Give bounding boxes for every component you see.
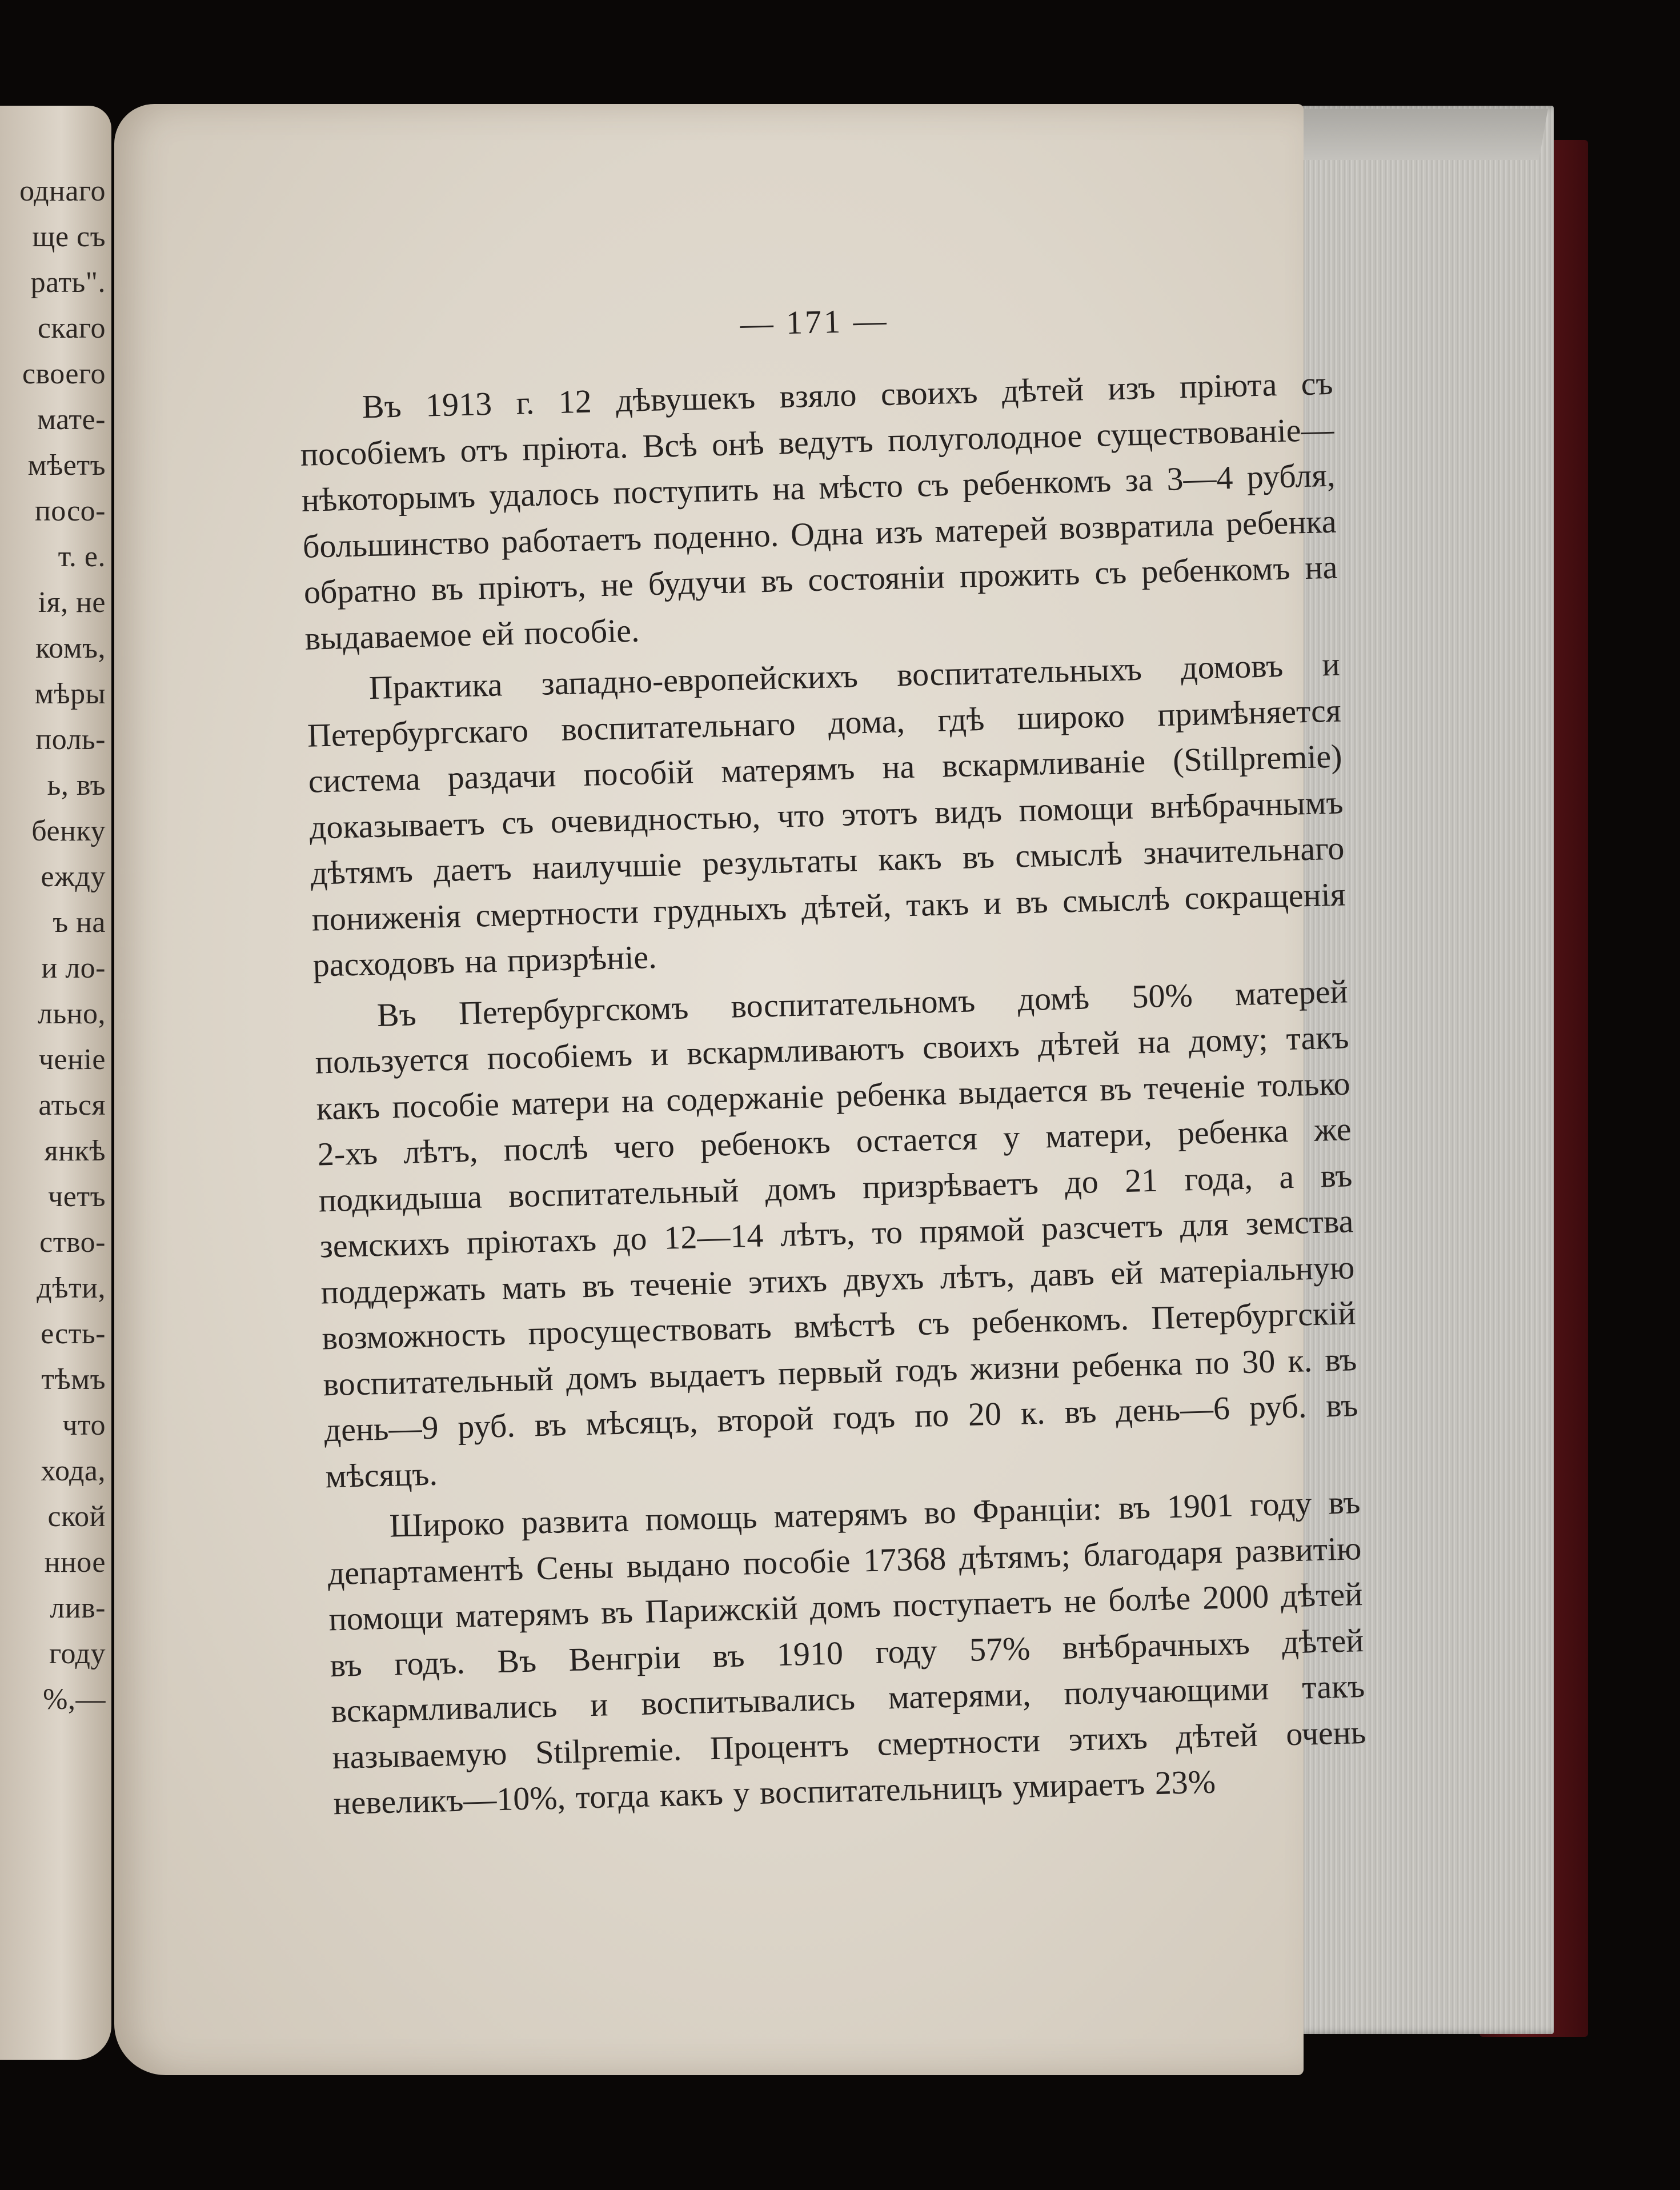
page-text: [297, 290, 1368, 1832]
left-page-fragment: ежду: [41, 860, 106, 893]
left-page-fragment: нное: [44, 1546, 106, 1579]
page-stack-top: [1293, 109, 1548, 160]
right-page: [114, 104, 1366, 2075]
left-page-fragment: ъ на: [53, 906, 106, 939]
left-page-fragment: ще съ: [32, 221, 106, 253]
left-page-fragment: бенку: [31, 815, 106, 847]
left-page-fragment: однаго: [19, 175, 106, 207]
left-page-fragment: мѣетъ: [27, 449, 106, 482]
left-page-fragment: ство-: [39, 1226, 106, 1259]
left-page-fragment: янкѣ: [44, 1135, 106, 1167]
left-page-fragment: рать".: [30, 266, 106, 299]
left-page-fragment: четъ: [48, 1180, 106, 1213]
left-page-fragment: ія, не: [38, 586, 106, 619]
left-page: [0, 106, 111, 2060]
left-page-fragment: что: [62, 1409, 106, 1442]
left-page-fragment: комъ,: [35, 632, 106, 664]
left-page-fragment: посо-: [34, 495, 106, 527]
left-page-fragment: %,—: [43, 1683, 106, 1716]
left-page-fragment: поль-: [35, 723, 106, 756]
left-page-fragment: ской: [47, 1500, 106, 1533]
left-page-fragment: хода,: [41, 1455, 106, 1487]
paragraph-3: Въ Петербургскомъ воспитательномъ домѣ 50% матерей пользуется пособіемъ и вскармливаютъ своихъ дѣтей на дому; такъ какъ пособіе матери на содержаніе ребенка выдается въ теченіе только 2-хъ лѣтъ, послѣ чего ребенокъ остается у матери, ребенка же подкидыша воспитательный домъ призрѣваетъ до 21 года, а въ земскихъ пріютахъ до 12—14 лѣтъ, то прямой разсчетъ для земства поддержать мать въ теченіе этихъ двухъ лѣтъ, давъ ей матеріальную возможность просуществовать вмѣстѣ съ ребенкомъ. Петербургскій воспитательный домъ выдаетъ первый годъ жизни ребенка по 30 к. въ день—9 руб. въ мѣсяцъ, второй годъ по 20 к. въ день—6 руб. въ мѣсяцъ.: [315, 972, 1358, 1495]
left-page-fragment: и ло-: [41, 952, 106, 984]
left-page-fragment: аться: [38, 1089, 106, 1122]
left-page-fragment: дѣти,: [37, 1272, 106, 1304]
page-number: — 171 —: [739, 301, 889, 343]
left-page-fragment: тѣмъ: [41, 1363, 106, 1396]
left-page-fragment: есть-: [41, 1318, 106, 1350]
left-page-fragment: ченіе: [38, 1043, 106, 1076]
paragraph-4: Широко развита помощь матерямъ во Франціи: въ 1901 году въ департаментѣ Сены выдано пособіе 17368 дѣтямъ; благодаря развитію помощи матерямъ въ Парижскій домъ поступаетъ не болѣе 2000 дѣтей въ годъ. Въ Венгріи въ 1910 году 57% внѣбрачныхъ дѣтей вскармливались и воспитывались матерями, получающими такъ называемую Stilpremie. Процентъ смертности этихъ дѣтей очень невеликъ—10%, тогда какъ у воспитательницъ умираетъ 23%: [327, 1483, 1366, 1822]
left-page-fragment: мате-: [37, 403, 106, 436]
left-page-fragment: своего: [22, 358, 106, 390]
left-page-fragment: ь, въ: [47, 769, 106, 802]
left-page-fragment: году: [49, 1638, 106, 1670]
paragraph-2: Практика западно-европейскихъ воспитательныхъ домовъ и Петербургскаго воспитательнаго дома, гдѣ широко примѣняется система раздачи пособій матерямъ на вскармливаніе (Stillpremie) доказываетъ съ очевидностью, что этотъ видъ помощи внѣбрачнымъ дѣтямъ даетъ наилучшіе результаты какъ въ смыслѣ значительнаго пониженія смертности грудныхъ дѣтей, такъ и въ смыслѣ сокращенія расходовъ на призрѣніе.: [307, 645, 1346, 984]
left-page-fragment: лив-: [50, 1592, 106, 1624]
left-page-fragment: скаго: [37, 312, 106, 345]
left-page-fragment: т. е.: [58, 541, 106, 573]
paragraph-1: Въ 1913 г. 12 дѣвушекъ взяло своихъ дѣтей изъ пріюта съ пособіемъ отъ пріюта. Всѣ онѣ ведутъ полуголодное существованіе—нѣкоторымъ удалось поступить на мѣсто съ ребенкомъ за 3—4 рубля, большинство работаетъ поденно. Одна изъ матерей возвратила ребенка обратно въ пріютъ, не будучи въ состояніи прожить съ ребенкомъ на выдаваемое ей пособіе.: [300, 364, 1338, 657]
left-page-fragment: льно,: [38, 998, 106, 1030]
left-page-fragment: мѣры: [34, 678, 106, 710]
